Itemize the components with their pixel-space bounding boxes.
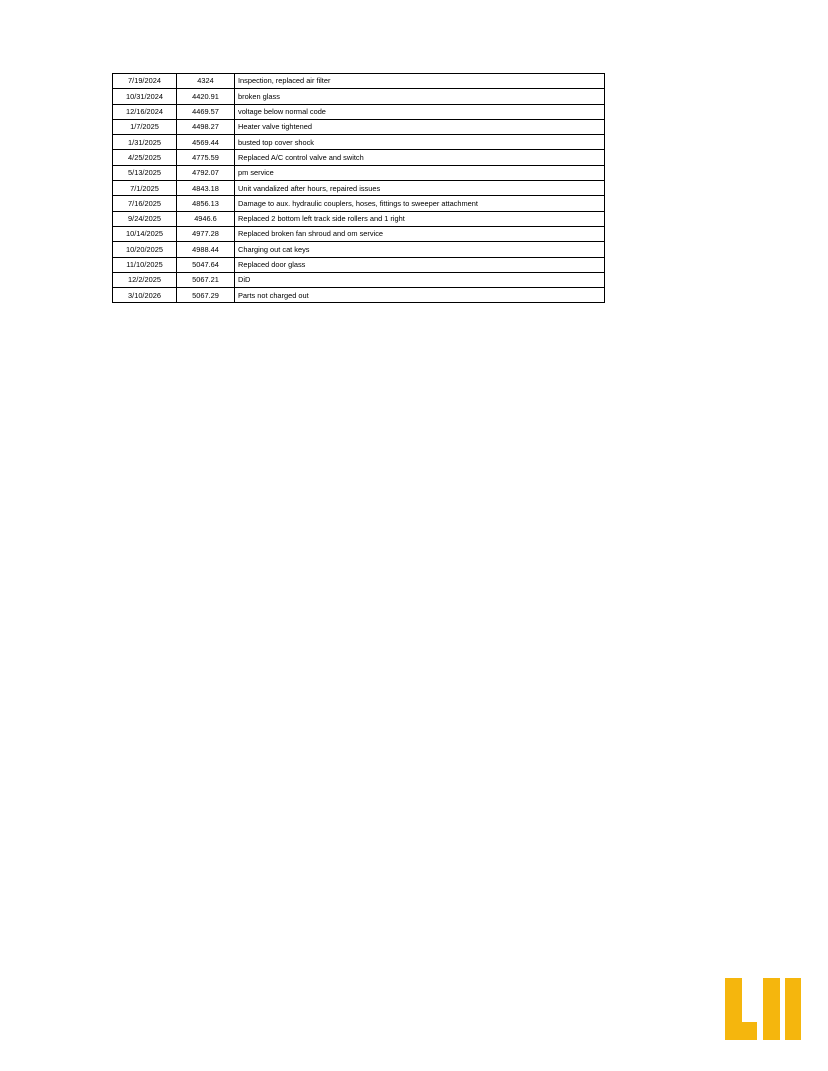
table-row (113, 181, 605, 196)
cell-date: 11/10/2025 (113, 257, 177, 272)
table-row (113, 211, 605, 226)
table-row (113, 226, 605, 241)
cell-hours: 4946.6 (177, 211, 235, 226)
cell-description: DiD (235, 272, 605, 287)
cell-hours: 4775.59 (177, 150, 235, 165)
cell-description: Replaced broken fan shroud and om service (235, 226, 605, 241)
cell-description: busted top cover shock (235, 135, 605, 150)
cell-hours: 4856.13 (177, 196, 235, 211)
cell-date: 1/7/2025 (113, 119, 177, 134)
table-row (113, 288, 605, 303)
table-row (113, 135, 605, 150)
table-row (113, 119, 605, 134)
cell-description: Damage to aux. hydraulic couplers, hoses, fittings to sweeper attachment (235, 196, 605, 211)
cell-description: Parts not charged out (235, 288, 605, 303)
cell-date: 7/1/2025 (113, 181, 177, 196)
cell-description: Charging out cat keys (235, 242, 605, 257)
cell-date: 12/2/2025 (113, 272, 177, 287)
cell-description: Replaced door glass (235, 257, 605, 272)
table-row (113, 165, 605, 180)
cell-description: Heater valve tightened (235, 119, 605, 134)
cell-hours: 4569.44 (177, 135, 235, 150)
cell-hours: 4843.18 (177, 181, 235, 196)
table-row (113, 257, 605, 272)
cell-hours: 4792.07 (177, 165, 235, 180)
cell-hours: 4420.91 (177, 89, 235, 104)
cell-hours: 4977.28 (177, 226, 235, 241)
cell-date: 3/10/2026 (113, 288, 177, 303)
table-row (113, 74, 605, 89)
cell-description: pm service (235, 165, 605, 180)
service-history-table-body (113, 74, 605, 303)
table-row (113, 150, 605, 165)
cell-date: 12/16/2024 (113, 104, 177, 119)
cell-description: Unit vandalized after hours, repaired issues (235, 181, 605, 196)
cell-hours: 5067.21 (177, 272, 235, 287)
table-row (113, 196, 605, 211)
service-history-table (112, 73, 605, 303)
table-row (113, 242, 605, 257)
table-row (113, 272, 605, 287)
cell-date: 10/31/2024 (113, 89, 177, 104)
table-row (113, 89, 605, 104)
cell-hours: 4988.44 (177, 242, 235, 257)
cell-hours: 4498.27 (177, 119, 235, 134)
cell-description: voltage below normal code (235, 104, 605, 119)
cell-date: 9/24/2025 (113, 211, 177, 226)
cell-date: 10/20/2025 (113, 242, 177, 257)
cell-hours: 4469.57 (177, 104, 235, 119)
cell-date: 10/14/2025 (113, 226, 177, 241)
company-logo (725, 978, 801, 1040)
cell-date: 1/31/2025 (113, 135, 177, 150)
cell-date: 7/16/2025 (113, 196, 177, 211)
cell-hours: 4324 (177, 74, 235, 89)
cell-date: 5/13/2025 (113, 165, 177, 180)
table-row (113, 104, 605, 119)
cell-date: 7/19/2024 (113, 74, 177, 89)
cell-hours: 5047.64 (177, 257, 235, 272)
cell-description: Replaced 2 bottom left track side rollers and 1 right (235, 211, 605, 226)
cell-description: Inspection, replaced air filter (235, 74, 605, 89)
cell-description: Replaced A/C control valve and switch (235, 150, 605, 165)
cell-hours: 5067.29 (177, 288, 235, 303)
cell-date: 4/25/2025 (113, 150, 177, 165)
cell-description: broken glass (235, 89, 605, 104)
